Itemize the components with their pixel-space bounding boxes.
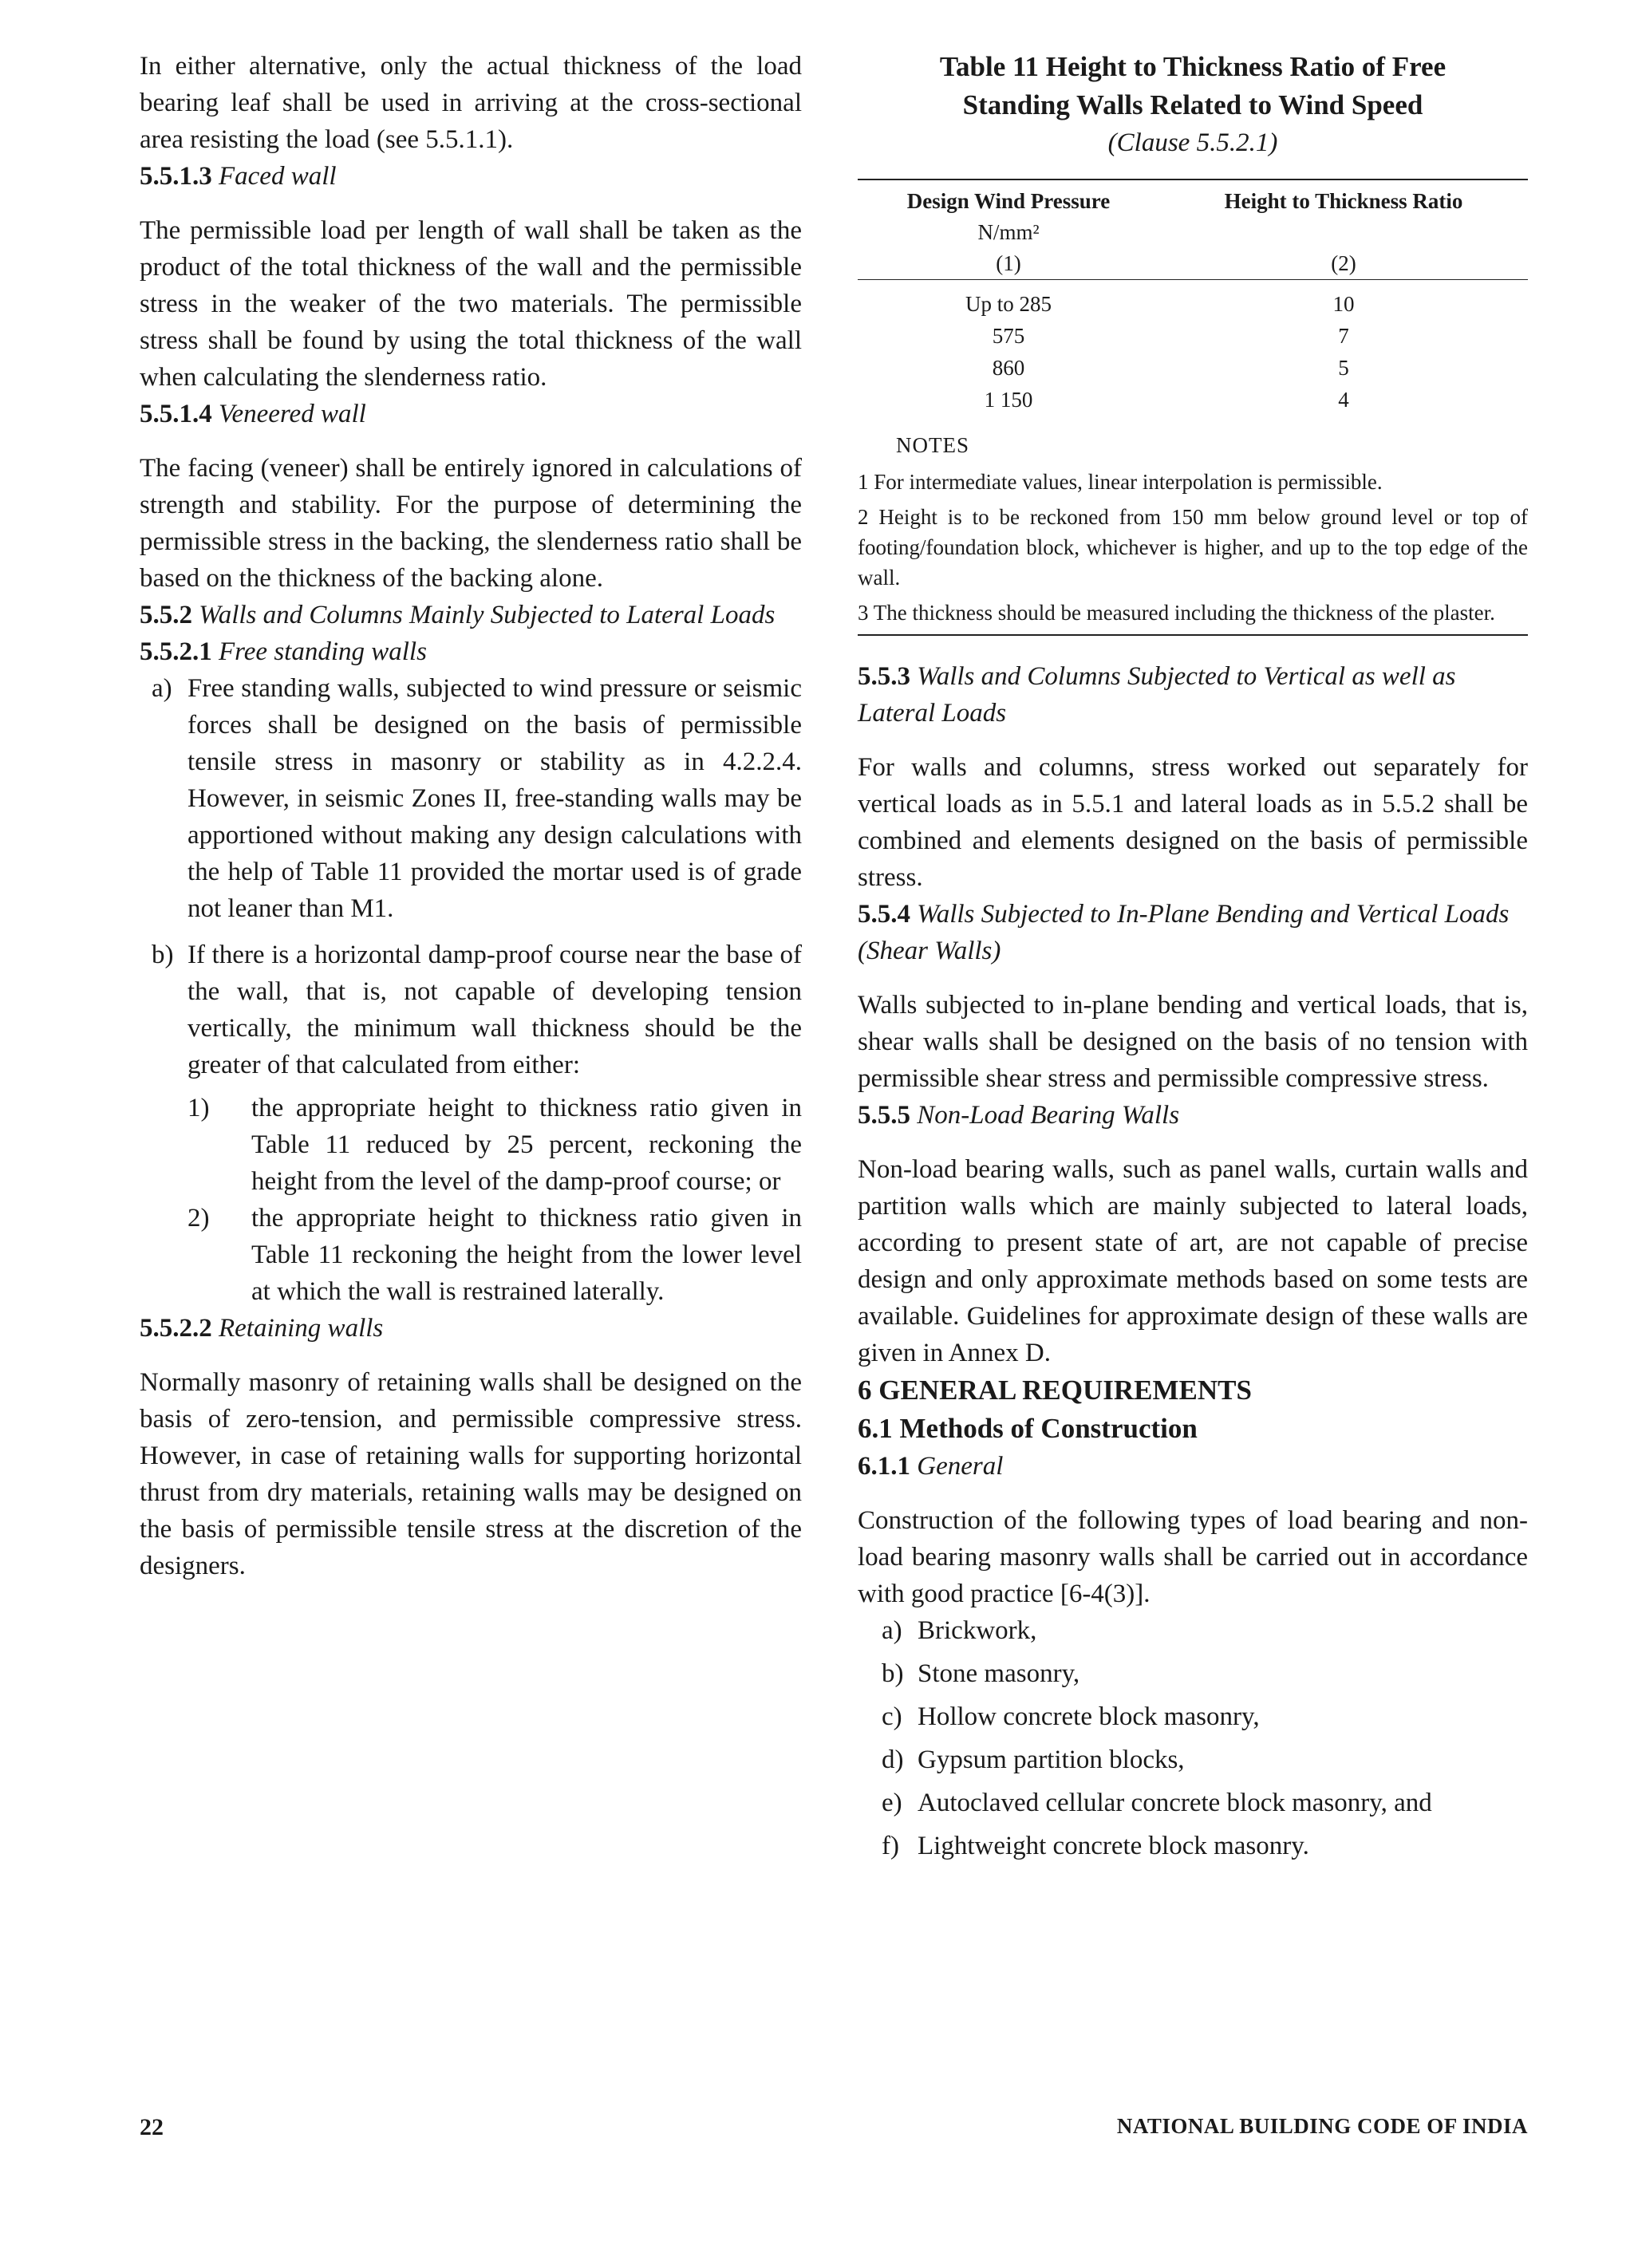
list-marker: a) bbox=[882, 1616, 902, 1645]
heading-5-5-4 bbox=[858, 896, 1528, 969]
list-item bbox=[140, 937, 802, 1310]
column-number: (1) bbox=[996, 251, 1021, 275]
heading-number: 5.5.2.1 bbox=[140, 637, 212, 666]
height-thickness-table bbox=[858, 180, 1528, 416]
intro-paragraph: In either alternative, only the actual thickness of the load bearing leaf shall be used in arriving at the cross-sectional area resisting the load (see 5.5.1.1). bbox=[140, 52, 802, 154]
table-row bbox=[858, 320, 1528, 352]
sub-list bbox=[187, 1090, 802, 1310]
heading-title: General bbox=[917, 1452, 1004, 1481]
pressure-cell: 860 bbox=[992, 356, 1025, 380]
right-column bbox=[858, 48, 1528, 1864]
heading-number: 6.1.1 bbox=[858, 1452, 910, 1481]
list-marker: 2) bbox=[187, 1204, 210, 1233]
notes-label: NOTES bbox=[896, 433, 969, 457]
paragraph-5-5-5: Non-load bearing walls, such as panel walls, curtain walls and partition walls which are mainly subjected to lateral loads, according to present state of art, are not capable of precise design and only approximate methods based on some tests are available. Guidelines for approximate design of these walls are given in Annex D. bbox=[858, 1155, 1528, 1367]
list-marker: e) bbox=[882, 1789, 902, 1817]
heading-number: 5.5.4 bbox=[858, 900, 910, 929]
heading-title: Walls and Columns Mainly Subjected to Lateral Loads bbox=[199, 601, 776, 629]
heading-5-5-2-1 bbox=[140, 633, 802, 670]
list-text: Hollow concrete block masonry, bbox=[918, 1702, 1260, 1731]
list-marker: 1) bbox=[187, 1094, 210, 1122]
pressure-cell: Up to 285 bbox=[965, 292, 1052, 316]
list-text: Gypsum partition blocks, bbox=[918, 1745, 1185, 1774]
paragraph-6-1-1: Construction of the following types of load bearing and non-load bearing masonry walls shall be carried out in accordance with good practice [6-4(3)]. bbox=[858, 1506, 1528, 1608]
heading-5-5-1-4 bbox=[140, 396, 802, 432]
list-item-body: If there is a horizontal damp-proof course near the base of the wall, that is, not capable of developing tension vertically, the minimum wall thickness should be the greater of that calculated from either: bbox=[187, 941, 802, 1079]
heading-6-1: 6.1 Methods of Construction bbox=[858, 1413, 1198, 1444]
heading-number: 5.5.1.3 bbox=[140, 162, 212, 191]
table-header-row bbox=[858, 180, 1528, 217]
heading-title: Free standing walls bbox=[219, 637, 427, 666]
ratio-cell: 7 bbox=[1338, 324, 1349, 348]
pressure-unit: N/mm² bbox=[977, 220, 1040, 244]
column-header-pressure: Design Wind Pressure bbox=[906, 189, 1111, 213]
table-11 bbox=[858, 48, 1528, 636]
ratio-cell: 4 bbox=[1338, 388, 1349, 412]
page-number: 22 bbox=[140, 2114, 164, 2140]
heading-title: Non-Load Bearing Walls bbox=[917, 1101, 1180, 1130]
heading-5-5-1-3 bbox=[140, 158, 802, 195]
heading-number: 5.5.2.2 bbox=[140, 1314, 212, 1343]
heading-title: Faced wall bbox=[219, 162, 337, 191]
paragraph-5-5-4: Walls subjected to in-plane bending and vertical loads, that is, shear walls shall be designed on the basis of no tension with permissible shear stress and permissible compressive stress. bbox=[858, 991, 1528, 1093]
heading-title: Veneered wall bbox=[219, 400, 366, 428]
list-item bbox=[858, 1741, 1528, 1778]
list-item bbox=[858, 1612, 1528, 1649]
table-title-line-1: Table 11 Height to Thickness Ratio of Free bbox=[939, 51, 1447, 82]
construction-types-list bbox=[858, 1612, 1528, 1864]
list-text: Stone masonry, bbox=[918, 1659, 1080, 1688]
list-text bbox=[187, 937, 802, 1310]
heading-title: Walls and Columns Subjected to Vertical as well as Lateral Loads bbox=[858, 662, 1456, 728]
heading-title: Walls Subjected to In-Plane Bending and Vertical Loads (Shear Walls) bbox=[858, 900, 1510, 965]
table-note: 3 The thickness should be measured including the thickness of the plaster. bbox=[858, 601, 1495, 625]
list-text: the appropriate height to thickness ratio given in Table 11 reduced by 25 percent, reckoning the height from the level of the damp-proof course; or bbox=[251, 1094, 802, 1196]
heading-6: 6 GENERAL REQUIREMENTS bbox=[858, 1375, 1252, 1406]
list-item bbox=[858, 1785, 1528, 1821]
list-text: Brickwork, bbox=[918, 1616, 1037, 1645]
list-item bbox=[140, 670, 802, 927]
list-item bbox=[858, 1698, 1528, 1735]
paragraph-5-5-3: For walls and columns, stress worked out separately for vertical loads as in 5.5.1 and lateral loads as in 5.5.2 shall be combined and elements designed on the basis of permissible stress. bbox=[858, 753, 1528, 892]
list-item bbox=[858, 1828, 1528, 1864]
list-text: Lightweight concrete block masonry. bbox=[918, 1832, 1309, 1860]
paragraph-5-5-1-3: The permissible load per length of wall shall be taken as the product of the total thickness of the wall and the permissible stress in the weaker of the two materials. The permissible stress shall be found by using the total thickness of the wall when calculating the slenderness ratio. bbox=[140, 216, 802, 392]
table-row bbox=[858, 352, 1528, 384]
list-text: Free standing walls, subjected to wind pressure or seismic forces shall be designed on the basis of permissible tensile stress in masonry or stability as in 4.2.2.4. However, in seismic Zones II, free-standing walls may be apportioned without making any design calculations with the help of Table 11 provided the mortar used is of grade not leaner than M1. bbox=[187, 674, 802, 923]
heading-5-5-5 bbox=[858, 1097, 1528, 1134]
table-bottom-rule bbox=[858, 634, 1528, 636]
table-clause: (Clause 5.5.2.1) bbox=[1107, 128, 1278, 157]
table-note: 2 Height is to be reckoned from 150 mm below ground level or top of footing/foundation block, whichever is higher, and up to the top edge of the wall. bbox=[858, 505, 1528, 590]
column-number: (2) bbox=[1331, 251, 1356, 275]
paragraph-5-5-2-2: Normally masonry of retaining walls shall be designed on the basis of zero-tension, and permissible compressive stress. However, in case of retaining walls for supporting horizontal thrust from dry materials, retaining walls may be designed on the basis of permissible tensile stress at the discretion of the designers. bbox=[140, 1368, 802, 1580]
ratio-cell: 10 bbox=[1332, 292, 1355, 316]
heading-6-1-1 bbox=[858, 1448, 1528, 1485]
heading-5-5-2 bbox=[140, 597, 802, 633]
list-marker: f) bbox=[882, 1832, 899, 1860]
list-marker: a) bbox=[152, 674, 172, 703]
ratio-cell: 5 bbox=[1338, 356, 1349, 380]
heading-number: 5.5.3 bbox=[858, 662, 910, 691]
list-text: the appropriate height to thickness ratio given in Table 11 reckoning the height from the lower level at which the wall is restrained laterally. bbox=[251, 1204, 802, 1306]
column-number-row bbox=[858, 247, 1528, 279]
heading-number: 5.5.2 bbox=[140, 601, 192, 629]
left-column bbox=[140, 48, 802, 1584]
table-row bbox=[858, 288, 1528, 320]
table-row bbox=[858, 384, 1528, 416]
publication-title: NATIONAL BUILDING CODE OF INDIA bbox=[1116, 2114, 1528, 2138]
list-marker: b) bbox=[152, 941, 174, 969]
table-title-line-2: Standing Walls Related to Wind Speed bbox=[962, 89, 1423, 120]
list-item bbox=[858, 1655, 1528, 1692]
heading-number: 5.5.1.4 bbox=[140, 400, 212, 428]
pressure-cell: 575 bbox=[992, 324, 1025, 348]
list-marker: c) bbox=[882, 1702, 902, 1731]
list-text: Autoclaved cellular concrete block masonry, and bbox=[918, 1789, 1432, 1817]
paragraph-5-5-1-4: The facing (veneer) shall be entirely ignored in calculations of strength and stability. For the purpose of determining the permissible stress in the backing, the slenderness ratio shall be based on the thickness of the backing alone. bbox=[140, 454, 802, 593]
table-unit-row bbox=[858, 217, 1528, 247]
table-notes bbox=[858, 430, 1528, 628]
heading-title: Retaining walls bbox=[219, 1314, 384, 1343]
table-note: 1 For intermediate values, linear interpolation is permissible. bbox=[858, 470, 1383, 494]
heading-number: 5.5.5 bbox=[858, 1101, 910, 1130]
column-header-ratio: Height to Thickness Ratio bbox=[1224, 189, 1463, 213]
list-marker: b) bbox=[882, 1659, 904, 1688]
sub-list-item bbox=[187, 1090, 802, 1200]
list-marker: d) bbox=[882, 1745, 904, 1774]
heading-5-5-3 bbox=[858, 658, 1528, 732]
sub-list-item bbox=[187, 1200, 802, 1310]
free-standing-walls-list bbox=[140, 670, 802, 1310]
heading-5-5-2-2 bbox=[140, 1310, 802, 1347]
pressure-cell: 1 150 bbox=[984, 388, 1033, 412]
